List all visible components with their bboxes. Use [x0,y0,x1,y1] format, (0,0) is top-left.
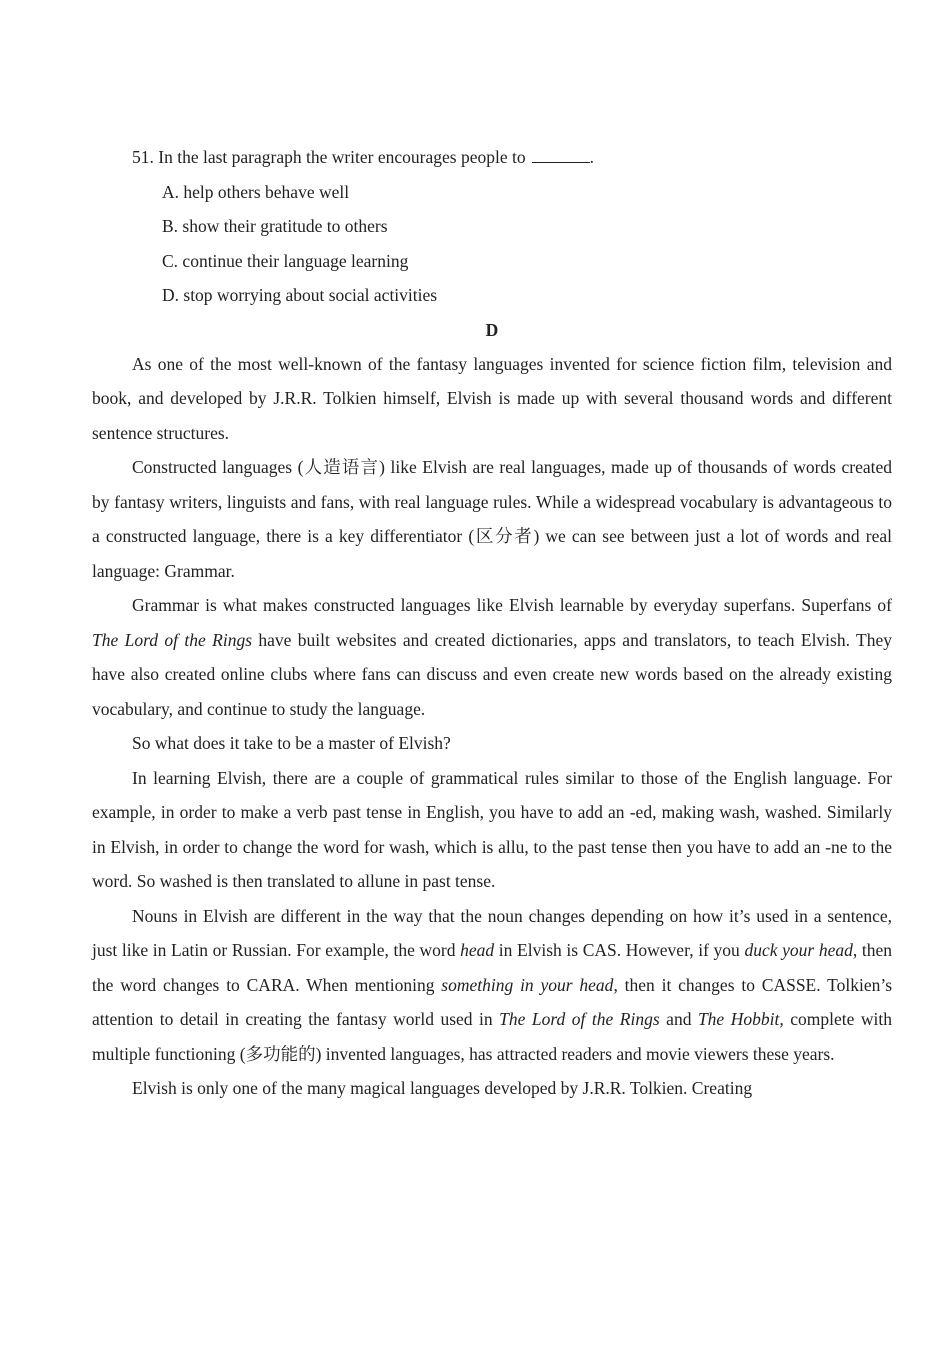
option-b: B. show their gratitude to others [162,216,388,236]
question-stem-end: . [589,147,594,167]
p3-text-c: have built websites and created dictionaries, apps and translators, to teach Elvish. They have also created online clubs where fans can discuss and even create new words based on the already existing vocabulary, and continue to study the language. [92,629,892,719]
paragraph-6 [92,899,892,1072]
section-title: D [485,319,499,340]
option-a: A. help others behave well [162,181,350,202]
paragraph-5: In learning Elvish, there are a couple of grammatical rules similar to those of the English language. For example, in order to make a verb past tense in English, you have to add an -ed, making wash, washed. Similarly in Elvish, in order to change the word for wash, which is allu, to the past tense then you have to add an -ne to the word. So washed is then translated to allune in past tense. [92,767,892,891]
option-c: C. continue their language learning [162,250,409,271]
p6-title-lotr: The Lord of the Rings [499,1009,660,1029]
option-d: D. stop worrying about social activities [162,285,438,305]
document-page [92,140,892,1106]
question-stem-text: 51. In the last paragraph the writer encourages people to [132,147,526,167]
p6-text-e: , then the word changes to CARA. When mentioning [92,940,892,995]
p3-text-a: Grammar is what makes constructed languages like Elvish learnable by everyday superfans. Superfans of [132,595,892,615]
paragraph-7: Elvish is only one of the many magical languages developed by J.R.R. Tolkien. Creating [132,1078,753,1098]
p6-italic-something: something in your head [441,974,614,995]
p6-italic-head: head [460,940,495,960]
p6-italic-duck: duck your head [744,940,853,960]
p6-text-i: and [659,1009,698,1029]
paragraph-4: So what does it take to be a master of Elvish? [132,733,451,753]
question-stem [132,140,892,175]
p6-text-c: in Elvish is CAS. However, if you [494,940,745,960]
p6-text-a: Nouns in Elvish are different in the way that the noun changes depending on how it’s used in a sentence, just like in Latin or Russian. For example, the word [92,905,892,960]
paragraph-3 [92,588,892,726]
paragraph-1: As one of the most well-known of the fantasy languages invented for science fiction film, television and book, and developed by J.R.R. Tolkien himself, Elvish is made up with several thousand words and different sentence structures. [92,353,892,443]
answer-blank [532,148,590,163]
p6-text-g: , then it changes to CASSE. Tolkien’s attention to detail in creating the fantasy world used in [92,974,893,1029]
paragraph-2: Constructed languages (人造语言) like Elvish are real languages, made up of thousands of words created by fantasy writers, linguists and fans, with real language rules. While a widespread vocabulary is advantageous to a constructed language, there is a key differentiator (区分者) we can see between just a lot of words and real language: Grammar. [92,457,892,581]
p6-title-hobbit: The Hobbit, [697,1009,784,1029]
p6-text-k: complete with multiple functioning (多功能的) invented languages, has attracted readers and movie viewers these years. [92,1009,892,1064]
p3-title-lotr: The Lord of the Rings [92,629,253,650]
